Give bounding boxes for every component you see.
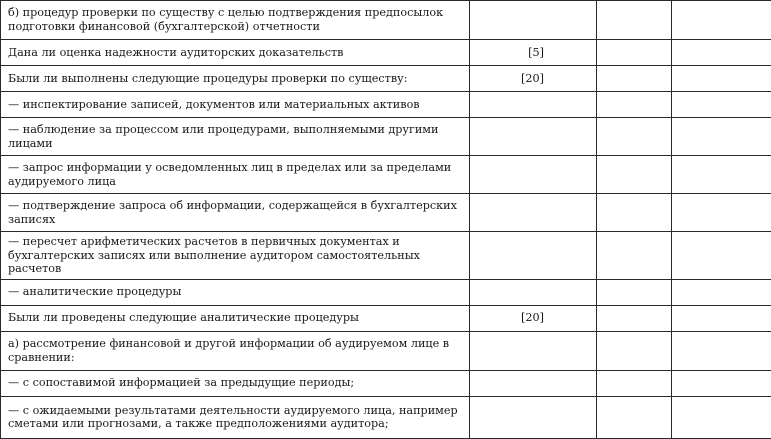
question-cell: б) процедур проверки по существу с целью подтверждения предпосылок подготовки финансовой (бухгалтерской) отчетности <box>1 1 470 40</box>
reference-cell: [5] <box>470 40 597 66</box>
reference-cell <box>470 279 597 305</box>
table-body <box>1 1 771 439</box>
note-cell[interactable] <box>672 232 771 280</box>
note-cell[interactable] <box>672 331 771 370</box>
question-cell: Были ли проведены следующие аналитические процедуры <box>1 305 470 331</box>
note-cell[interactable] <box>672 118 771 156</box>
answer-cell[interactable] <box>597 118 672 156</box>
note-cell[interactable] <box>672 92 771 118</box>
table-row <box>1 370 771 396</box>
table-row <box>1 1 771 40</box>
question-cell: — с сопоставимой информацией за предыдущие периоды; <box>1 370 470 396</box>
note-cell[interactable] <box>672 370 771 396</box>
note-cell[interactable] <box>672 194 771 232</box>
answer-cell[interactable] <box>597 279 672 305</box>
answer-cell[interactable] <box>597 232 672 280</box>
answer-cell[interactable] <box>597 156 672 194</box>
answer-cell[interactable] <box>597 40 672 66</box>
answer-cell[interactable] <box>597 92 672 118</box>
note-cell[interactable] <box>672 1 771 40</box>
question-cell: — подтверждение запроса об информации, содержащейся в бухгалтерских записях <box>1 194 470 232</box>
reference-cell: [20] <box>470 305 597 331</box>
answer-cell[interactable] <box>597 305 672 331</box>
question-cell: а) рассмотрение финансовой и другой информации об аудируемом лице в сравнении: <box>1 331 470 370</box>
question-cell: Дана ли оценка надежности аудиторских доказательств <box>1 40 470 66</box>
question-cell: — запрос информации у осведомленных лиц в пределах или за пределами аудируемого лица <box>1 156 470 194</box>
answer-cell[interactable] <box>597 66 672 92</box>
reference-cell <box>470 1 597 40</box>
table-row <box>1 232 771 280</box>
question-cell: — инспектирование записей, документов или материальных активов <box>1 92 470 118</box>
note-cell[interactable] <box>672 279 771 305</box>
reference-cell <box>470 232 597 280</box>
reference-cell <box>470 331 597 370</box>
reference-cell <box>470 92 597 118</box>
question-cell: — наблюдение за процессом или процедурами, выполняемыми другими лицами <box>1 118 470 156</box>
answer-cell[interactable] <box>597 194 672 232</box>
question-cell: — пересчет арифметических расчетов в первичных документах и бухгалтерских записях или выполнение аудитором самостоятельных расчетов <box>1 232 470 280</box>
table-row <box>1 194 771 232</box>
answer-cell[interactable] <box>597 1 672 40</box>
table-row <box>1 92 771 118</box>
answer-cell[interactable] <box>597 331 672 370</box>
note-cell[interactable] <box>672 66 771 92</box>
table-row <box>1 40 771 66</box>
table-row <box>1 305 771 331</box>
note-cell[interactable] <box>672 40 771 66</box>
note-cell[interactable] <box>672 305 771 331</box>
note-cell[interactable] <box>672 156 771 194</box>
table-row <box>1 66 771 92</box>
reference-cell <box>470 118 597 156</box>
table-row <box>1 331 771 370</box>
question-cell: Были ли выполнены следующие процедуры проверки по существу: <box>1 66 470 92</box>
reference-cell <box>470 194 597 232</box>
table-row <box>1 118 771 156</box>
question-cell: — аналитические процедуры <box>1 279 470 305</box>
table-row <box>1 156 771 194</box>
reference-cell: [20] <box>470 66 597 92</box>
answer-cell[interactable] <box>597 370 672 396</box>
table-row <box>1 279 771 305</box>
reference-cell <box>470 156 597 194</box>
reference-cell <box>470 370 597 396</box>
question-cell: — с ожидаемыми результатами деятельности аудируемого лица, например сметами или прогнозами, а также предположениями аудитора; <box>1 396 470 438</box>
